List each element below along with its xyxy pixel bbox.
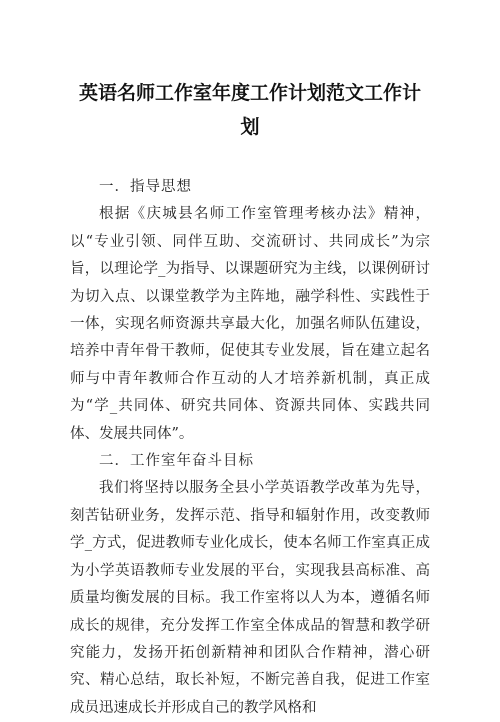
section-paragraph-guiding-ideology: 根据《庆城县名师工作室管理考核办法》精神，以“专业引领、同伴互助、交流研讨、共同成长”为宗旨，以理论学_为指导、以课题研究为主线，以课例研讨为切入点、以课堂教学为主阵地，融学科性、实践性于一体，实现名师资源共享最大化，加强名师队伍建设，培养中青年骨干教师，促使其专业发展，旨在建立起名师与中青年教师合作互动的人才培养新机制，真正成为“学_共同体、研究共同体、资源共同体、实践共同体、发展共同体”。 xyxy=(70,206,430,442)
section-heading-guiding-ideology: 一．指导思想 xyxy=(99,179,192,195)
section-heading-annual-goals: 二．工作室年奋斗目标 xyxy=(99,453,254,470)
document-title: 英语名师工作室年度工作计划范文工作计划 xyxy=(78,82,421,138)
document-body xyxy=(70,174,430,722)
section-paragraph-annual-goals: 我们将坚持以服务全县小学英语教学改革为先导，刻苦钻研业务，发挥示范、指导和辐射作用，改变教师学_方式，促进教师专业化成长，使本名师工作室真正成为小学英语教师专业发展的平台，实现我县高标准、高质量均衡发展的目标。我工作室将以人为本，遵循名师成长的规律，充分发挥工作室全体成品的智慧和教学研究能力，发扬开拓创新精神和团队合作精神，潜心研究、精心总结，取长补短，不断完善自我，促进工作室成员迅速成长并形成自己的教学风格和 xyxy=(70,480,430,716)
